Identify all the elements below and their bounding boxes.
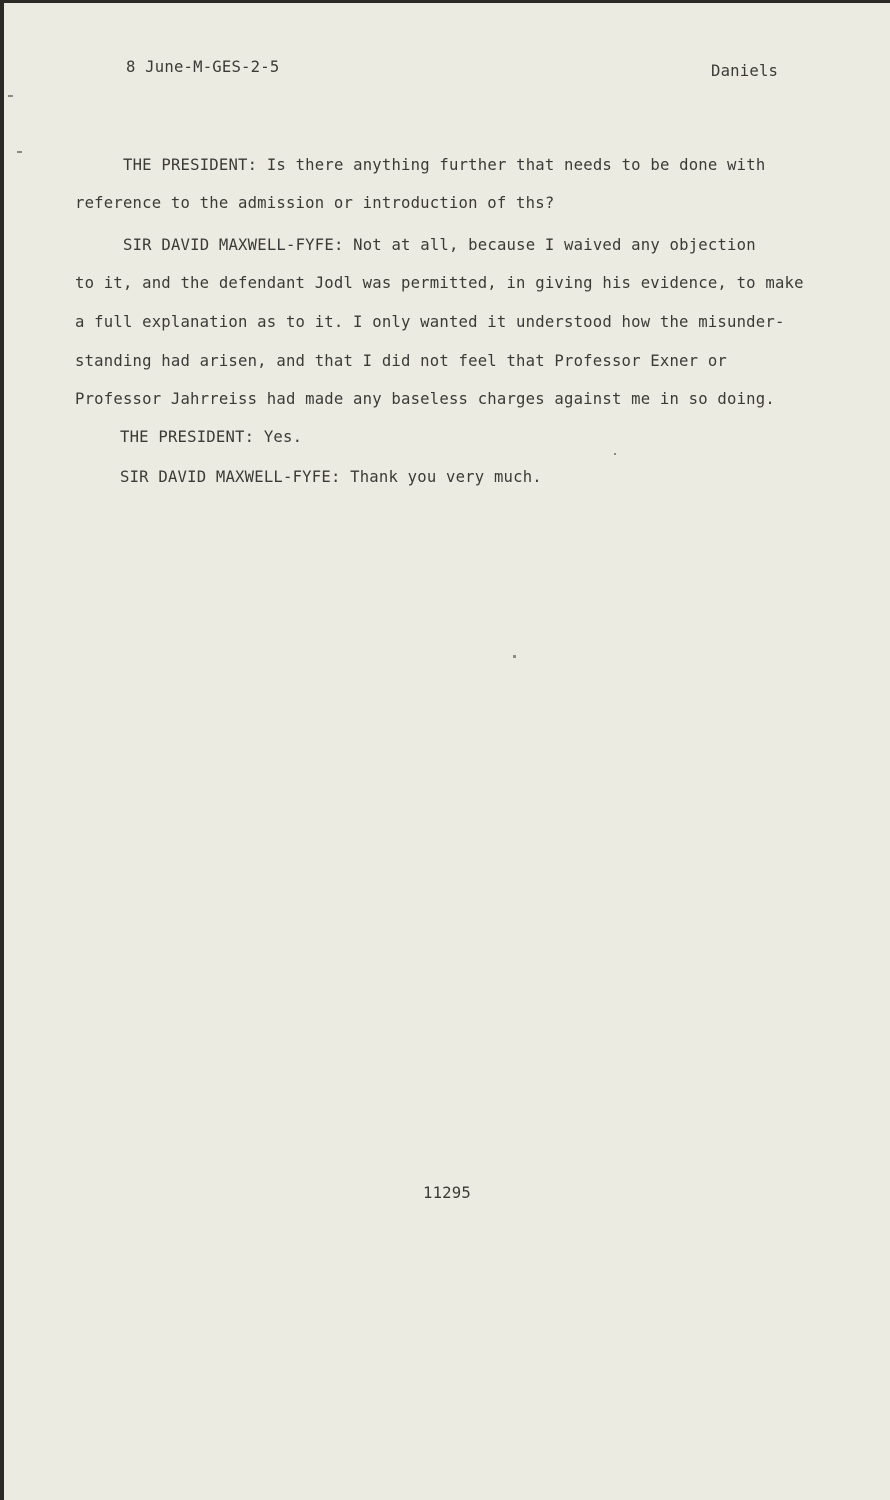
transcript-line: THE PRESIDENT: Yes.: [120, 428, 303, 446]
transcript-line: THE PRESIDENT: Is there anything further that needs to be done with: [123, 156, 766, 174]
scan-speck: [513, 655, 516, 658]
scan-speck: [8, 95, 13, 97]
reporter-name: Daniels: [711, 62, 779, 80]
document-page: [4, 3, 890, 1500]
transcript-line: SIR DAVID MAXWELL-FYFE: Thank you very much.: [120, 468, 542, 486]
transcript-line: reference to the admission or introduction of ths?: [75, 194, 555, 212]
transcript-line: a full explanation as to it. I only wanted it understood how the misunder-: [75, 313, 785, 331]
document-reference: 8 June-M-GES-2-5: [126, 58, 280, 76]
scan-speck: [17, 151, 22, 153]
page-number: 11295: [423, 1184, 471, 1202]
scan-speck: [614, 453, 616, 455]
transcript-line: SIR DAVID MAXWELL-FYFE: Not at all, because I waived any objection: [123, 236, 756, 254]
transcript-line: Professor Jahrreiss had made any baseless charges against me in so doing.: [75, 390, 775, 408]
transcript-line: standing had arisen, and that I did not feel that Professor Exner or: [75, 352, 727, 370]
transcript-line: to it, and the defendant Jodl was permitted, in giving his evidence, to make: [75, 274, 804, 292]
